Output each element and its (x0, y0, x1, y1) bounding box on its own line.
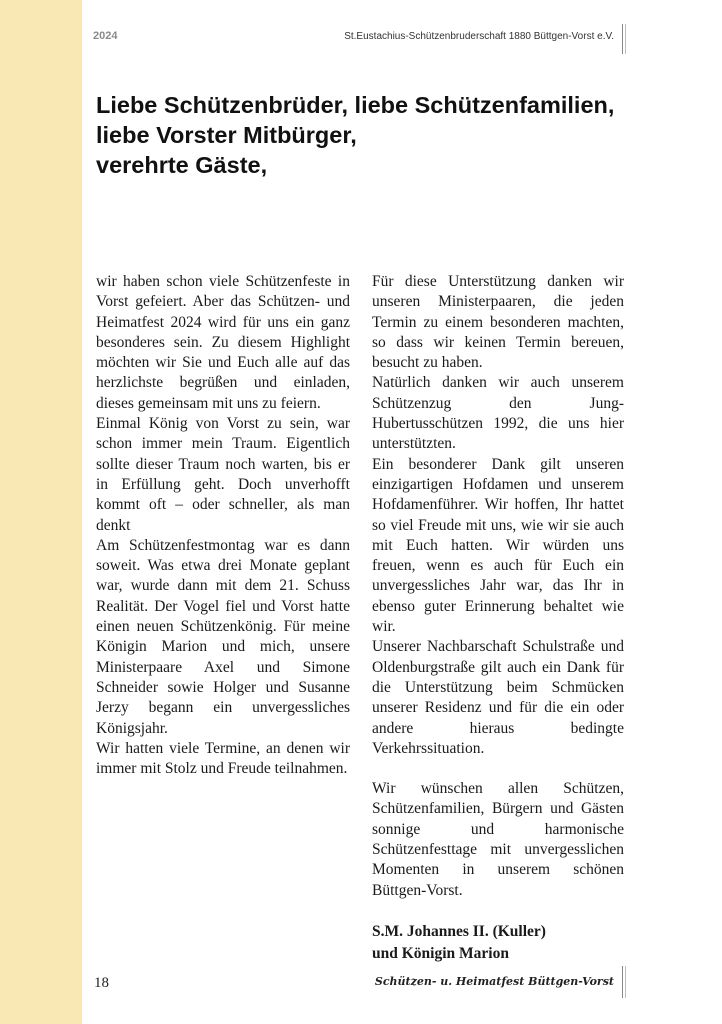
footer-logo: Schützen- u. Heimatfest Büttgen-Vorst (374, 975, 614, 988)
closing-paragraph: Wir wünschen allen Schützen, Schützenfamilien, Bürgern und Gästen sonnige und harmonische Schützenfesttage mit unvergesslichen Momenten in unserem schönen Büttgen-Vorst. (372, 780, 624, 899)
signature-line: S.M. Johannes II. (Kuller) (372, 922, 546, 940)
paragraph: Wir hatten viele Termine, an denen wir immer mit Stolz und Freude teilnahmen. (96, 739, 350, 778)
paragraph: Am Schützenfestmontag war es dann soweit. Was etwa drei Monate geplant war, wurde dann mit dem 21. Schuss Realität. Der Vogel fiel und Vorst hatte einen neuen Schützenkönig. Für meine Königin Marion und mich, unsere Ministerpaare Axel und Simone Schneider sowie Holger und Susanne Jerzy begann ein unvergessliches Königsjahr. (96, 536, 350, 737)
paragraph: Für diese Unterstützung danken wir unseren Ministerpaaren, die jeden Termin zu einem besonderen machten, so dass wir keinen Termin bereuen, besucht zu haben. (372, 273, 624, 372)
salutation-line: Liebe Schützenbrüder, liebe Schützenfamilien, (96, 92, 615, 118)
signature-line: und Königin Marion (372, 944, 509, 962)
header-divider-mark (622, 24, 626, 54)
signature (372, 921, 624, 965)
paragraph: Natürlich danken wir auch unserem Schützenzug den Jung-Hubertusschützen 1992, die uns hier unterstützten. (372, 374, 624, 453)
page-number: 18 (94, 975, 109, 991)
paragraph: Unserer Nachbarschaft Schulstraße und Oldenburgstraße gilt auch ein Dank für die Unterstützung beim Schmücken unserer Residenz und für die ein oder andere hieraus bedingte Verkehrssituation. (372, 638, 624, 757)
spacer (372, 759, 624, 779)
right-text-column (372, 272, 624, 965)
header-year: 2024 (93, 30, 118, 42)
paragraph: wir haben schon viele Schützenfeste in Vorst gefeiert. Aber das Schützen- und Heimatfest 2024 wird für uns ein ganz besonderes sein. Zu diesem Highlight möchten wir Sie und Euch alle auf das herzlichste begrüßen und einladen, dieses gemeinsam mit uns zu feiern. (96, 273, 350, 412)
paragraph: Ein besonderer Dank gilt unseren einzigartigen Hofdamen und unserem Hofdamenführer. Wir hoffen, Ihr hattet so viel Freude mit uns, wie wir sie auch mit Euch hatten. Wir würden uns freuen, wenn es auch für Euch ein unvergessliches Jahr war, das Ihr in ebenso guter Erinnerung behaltet wie wir. (372, 455, 624, 636)
salutation-line: liebe Vorster Mitbürger, (96, 122, 357, 148)
salutation-line: verehrte Gäste, (96, 152, 268, 178)
paragraph: Einmal König von Vorst zu sein, war schon immer mein Traum. Eigentlich sollte dieser Traum noch warten, bis er in Erfüllung geht. Doch unverhofft kommt oft – oder schneller, als man denkt (96, 415, 350, 534)
header-title: St.Eustachius-Schützenbruderschaft 1880 Büttgen-Vorst e.V. (344, 31, 614, 42)
footer-divider-mark (622, 966, 626, 998)
salutation (96, 90, 616, 180)
side-color-strip (0, 0, 82, 1024)
left-text-column (96, 272, 350, 779)
